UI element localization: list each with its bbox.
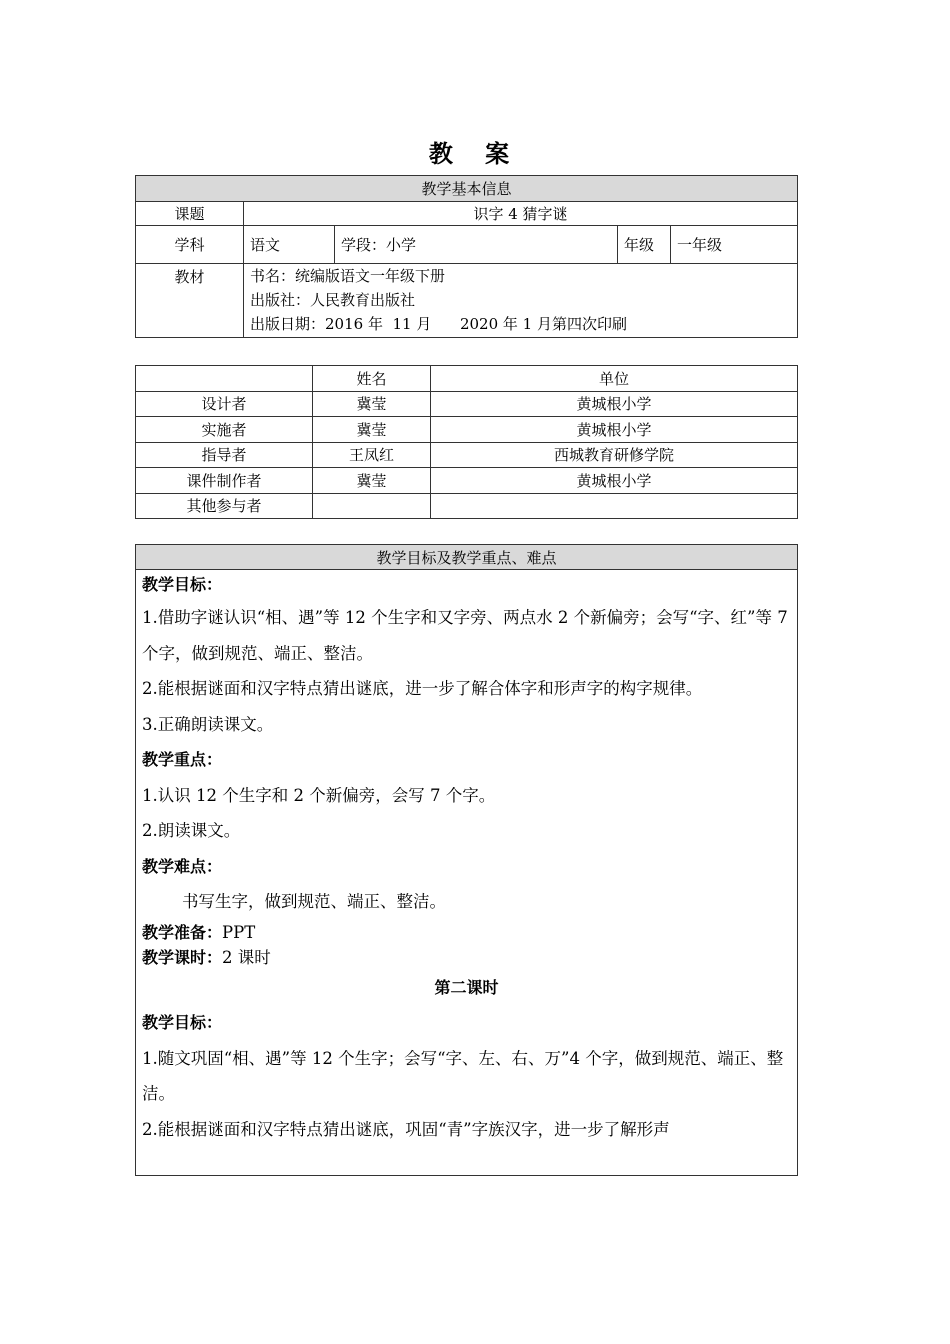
unit-cell: 黄城根小学 xyxy=(431,468,798,494)
publisher: 出版社：人民教育出版社 xyxy=(250,291,416,309)
role-cell: 课件制作者 xyxy=(136,468,313,494)
participants-table xyxy=(135,365,798,519)
name-cell xyxy=(313,493,431,519)
key-item-1: 1.认识 12 个生字和 2 个新偏旁，会写 7 个字。 xyxy=(142,785,496,805)
hours-line xyxy=(142,945,791,970)
table-row xyxy=(136,468,798,494)
unit-cell: 黄城根小学 xyxy=(431,391,798,417)
difficulty-item-1: 书写生字，做到规范、端正、整洁。 xyxy=(182,892,446,911)
goals-header: 教学目标及教学重点、难点 xyxy=(136,545,798,570)
topic-value: 识字 4 猜字谜 xyxy=(244,202,798,226)
unit-cell xyxy=(431,493,798,519)
preparation-line xyxy=(142,920,791,945)
second-lesson-title: 第二课时 xyxy=(434,977,499,997)
key-heading: 教学重点： xyxy=(142,750,223,769)
target-heading: 教学目标： xyxy=(142,575,223,594)
basic-info-table xyxy=(135,175,798,338)
difficulty-heading: 教学难点： xyxy=(142,856,223,876)
name-cell: 冀莹 xyxy=(313,468,431,494)
name-cell: 王凤红 xyxy=(313,442,431,468)
preparation-value: PPT xyxy=(222,922,256,942)
grade-value: 一年级 xyxy=(671,226,798,264)
target2-item-2: 2.能根据谜面和汉字特点猜出谜底，巩固“青”字族汉字，进一步了解形声 xyxy=(142,1119,670,1139)
role-cell: 设计者 xyxy=(136,391,313,417)
target-item-1: 1.借助字谜认识“相、遇”等 12 个生字和又字旁、两点水 2 个新偏旁；会写“字、红”等 7 个字，做到规范、端正、整洁。 xyxy=(142,608,788,663)
column-unit-header: 单位 xyxy=(431,366,798,392)
publish-date: 出版日期：2016 年 11 月 2020 年 1 月第四次印刷 xyxy=(250,315,627,333)
table-row xyxy=(136,493,798,519)
name-cell: 冀莹 xyxy=(313,391,431,417)
topic-label: 课题 xyxy=(136,202,244,226)
unit-cell: 西城教育研修学院 xyxy=(431,442,798,468)
target-item-3: 3.正确朗读课文。 xyxy=(142,714,274,734)
table-row xyxy=(136,391,798,417)
textbook-label: 教材 xyxy=(136,264,244,338)
subject-label: 学科 xyxy=(136,226,244,264)
textbook-details xyxy=(244,264,798,338)
unit-cell: 黄城根小学 xyxy=(431,417,798,443)
role-cell: 其他参与者 xyxy=(136,493,313,519)
goals-body xyxy=(136,570,798,1176)
hours-value: 2 课时 xyxy=(222,947,271,967)
subject-value: 语文 xyxy=(244,226,335,264)
goals-table xyxy=(135,544,798,1176)
key-item-2: 2.朗读课文。 xyxy=(142,821,241,840)
document-title: 教 案 xyxy=(428,139,522,168)
preparation-label: 教学准备： xyxy=(142,922,223,942)
participants-corner xyxy=(136,366,313,392)
basic-info-header: 教学基本信息 xyxy=(136,176,798,202)
target2-item-1: 1.随文巩固“相、遇”等 12 个生字；会写“字、左、右、万”4 个字，做到规范、端正、整洁。 xyxy=(142,1048,784,1103)
hours-label: 教学课时： xyxy=(142,947,223,967)
grade-label: 年级 xyxy=(618,226,671,264)
table-row xyxy=(136,442,798,468)
role-cell: 实施者 xyxy=(136,417,313,443)
book-name: 书名：统编版语文一年级下册 xyxy=(250,267,446,285)
column-name-header: 姓名 xyxy=(313,366,431,392)
stage-value: 学段：小学 xyxy=(335,226,618,264)
table-row xyxy=(136,417,798,443)
name-cell: 冀莹 xyxy=(313,417,431,443)
target-item-2: 2.能根据谜面和汉字特点猜出谜底，进一步了解合体字和形声字的构字规律。 xyxy=(142,679,703,698)
role-cell: 指导者 xyxy=(136,442,313,468)
target2-heading: 教学目标： xyxy=(142,1013,223,1032)
